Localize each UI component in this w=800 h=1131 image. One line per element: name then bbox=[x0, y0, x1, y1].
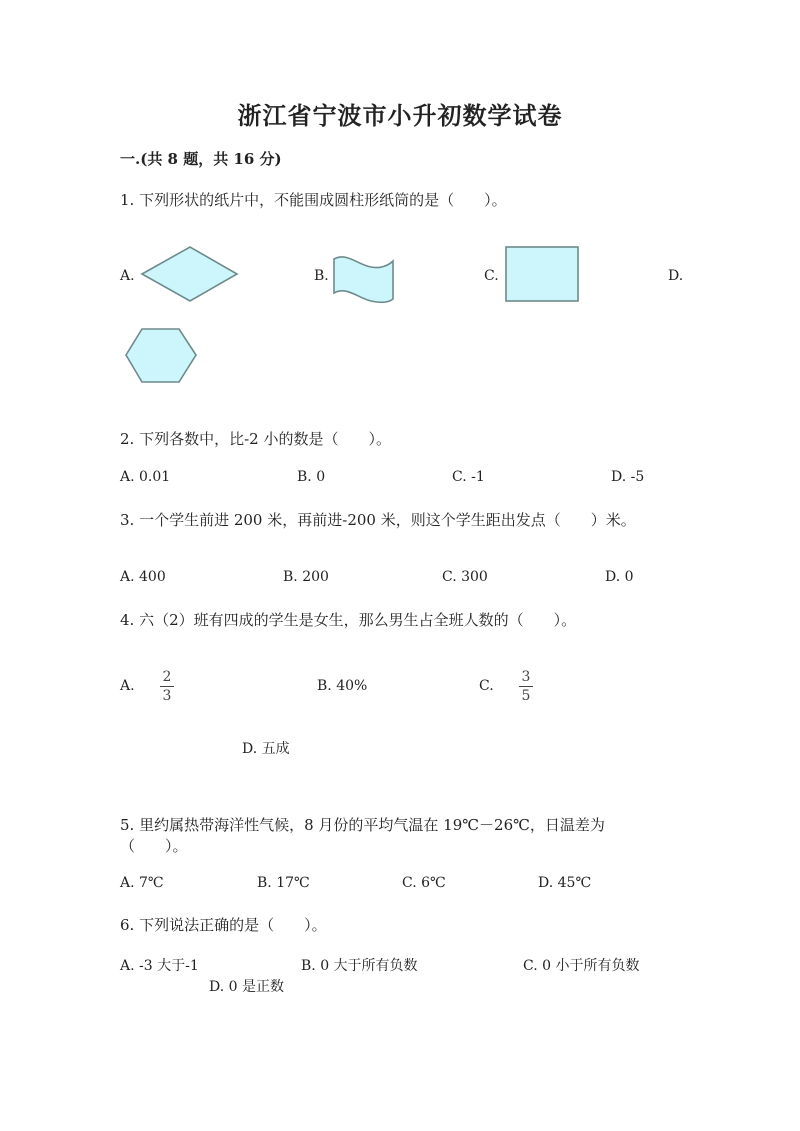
rhombus-shape bbox=[140, 245, 240, 303]
fraction-numerator: 3 bbox=[521, 669, 531, 685]
fraction-numerator: 2 bbox=[162, 669, 172, 685]
rectangle-shape bbox=[505, 246, 580, 303]
question-2-stem: 2. 下列各数中，比-2 小的数是（ ）。 bbox=[120, 430, 391, 448]
question-2-option-c: C. -1 bbox=[452, 469, 485, 485]
question-4-option-d: D. 五成 bbox=[242, 741, 290, 757]
question-1-stem: 1. 下列形状的纸片中，不能围成圆柱形纸筒的是（ ）。 bbox=[120, 191, 507, 209]
question-1-option-a: A. bbox=[120, 268, 135, 284]
question-6-option-a: A. -3 大于-1 bbox=[120, 958, 199, 974]
question-2-option-d: D. -5 bbox=[611, 469, 645, 485]
question-5-option-b: B. 17℃ bbox=[257, 875, 310, 891]
question-5-stem-line2: （ ）。 bbox=[120, 837, 188, 855]
question-4-option-c: C. bbox=[479, 678, 494, 694]
question-5-option-c: C. 6℃ bbox=[402, 875, 446, 891]
page-title: 浙江省宁波市小升初数学试卷 bbox=[237, 101, 563, 130]
fraction-three-fifths bbox=[519, 670, 533, 703]
question-4-option-b: B. 40% bbox=[317, 678, 368, 694]
question-2-option-a: A. 0.01 bbox=[120, 469, 171, 485]
question-6-stem: 6. 下列说法正确的是（ ）。 bbox=[120, 916, 327, 934]
question-6-option-c: C. 0 小于所有负数 bbox=[523, 958, 640, 974]
question-5-option-a: A. 7℃ bbox=[120, 875, 164, 891]
fraction-denominator: 5 bbox=[521, 688, 531, 704]
question-1-option-c: C. bbox=[484, 268, 499, 284]
question-1-option-d: D. bbox=[668, 268, 684, 284]
fraction-denominator: 3 bbox=[162, 688, 172, 704]
question-1-option-b: B. bbox=[314, 268, 329, 284]
section-heading: 一.(共 8 题，共 16 分) bbox=[120, 150, 282, 168]
question-3-option-c: C. 300 bbox=[442, 569, 488, 585]
wavy-paper-shape bbox=[331, 255, 396, 303]
question-6-option-b: B. 0 大于所有负数 bbox=[301, 958, 418, 974]
question-2-option-b: B. 0 bbox=[297, 469, 326, 485]
question-3-stem: 3. 一个学生前进 200 米，再前进-200 米，则这个学生距出发点（ ）米。 bbox=[120, 511, 636, 529]
question-3-option-b: B. 200 bbox=[283, 569, 329, 585]
question-4-option-a: A. bbox=[120, 678, 135, 694]
question-4-stem: 4. 六（2）班有四成的学生是女生，那么男生占全班人数的（ ）。 bbox=[120, 611, 577, 629]
question-3-option-d: D. 0 bbox=[605, 569, 634, 585]
question-5-option-d: D. 45℃ bbox=[538, 875, 592, 891]
hexagon-shape bbox=[124, 327, 198, 385]
question-5-stem-line1: 5. 里约属热带海洋性气候，8 月份的平均气温在 19℃－26℃，日温差为 bbox=[120, 816, 605, 834]
question-3-option-a: A. 400 bbox=[120, 569, 166, 585]
fraction-two-thirds bbox=[160, 670, 174, 703]
question-6-option-d: D. 0 是正数 bbox=[209, 979, 284, 995]
